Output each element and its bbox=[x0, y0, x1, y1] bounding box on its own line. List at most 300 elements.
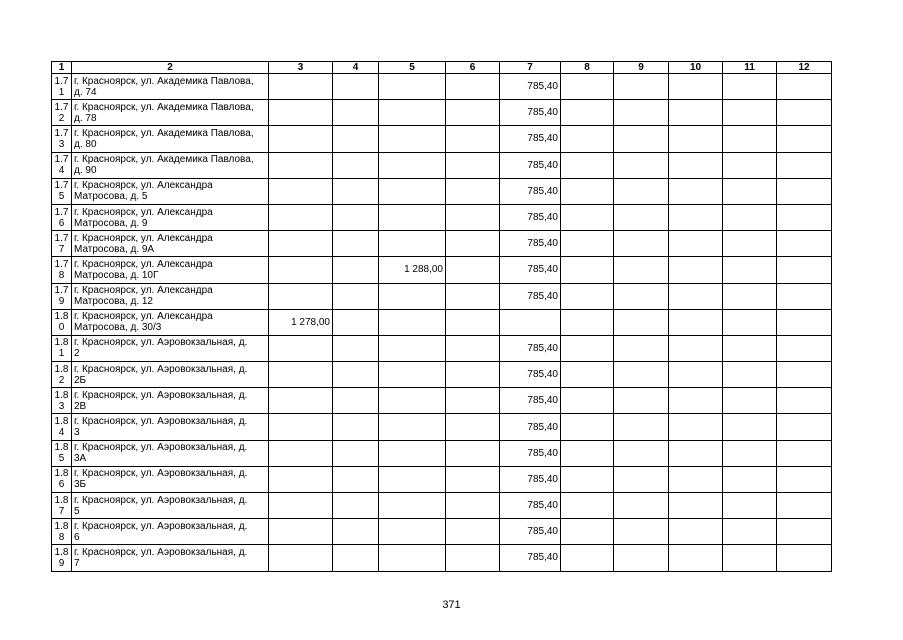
cell-col-10 bbox=[669, 519, 723, 545]
row-number-suffix: 6 bbox=[58, 479, 65, 491]
cell-col-10 bbox=[669, 231, 723, 257]
cell-col-8 bbox=[561, 152, 614, 178]
address-cell: г. Красноярск, ул. Аэровокзальная, д. 7 bbox=[72, 545, 269, 571]
cell-col-7: 785,40 bbox=[500, 440, 561, 466]
cell-col-10 bbox=[669, 74, 723, 100]
row-number-suffix: 2 bbox=[58, 374, 65, 386]
cell-col-6 bbox=[446, 519, 500, 545]
cell-col-4 bbox=[333, 100, 379, 126]
cell-col-9 bbox=[614, 152, 669, 178]
table-row bbox=[52, 493, 832, 519]
cell-col-5 bbox=[379, 440, 446, 466]
cell-col-8 bbox=[561, 440, 614, 466]
cell-col-5 bbox=[379, 74, 446, 100]
cell-col-9 bbox=[614, 362, 669, 388]
table-row bbox=[52, 231, 832, 257]
address-cell: г. Красноярск, ул. Академика Павлова, д. 78 bbox=[72, 100, 269, 126]
row-number-prefix: 1.8 bbox=[54, 520, 69, 532]
address-cell: г. Красноярск, ул. Аэровокзальная, д. 2 bbox=[72, 335, 269, 361]
cell-col-12 bbox=[777, 74, 832, 100]
cell-col-3 bbox=[269, 257, 333, 283]
cell-col-9 bbox=[614, 257, 669, 283]
table-row bbox=[52, 100, 832, 126]
cell-col-6 bbox=[446, 466, 500, 492]
cell-col-11 bbox=[723, 545, 777, 571]
cell-col-5 bbox=[379, 100, 446, 126]
column-header-7: 7 bbox=[500, 62, 561, 74]
cell-col-5 bbox=[379, 283, 446, 309]
cell-col-8 bbox=[561, 493, 614, 519]
cell-col-3 bbox=[269, 414, 333, 440]
address-cell: г. Красноярск, ул. Академика Павлова, д. 80 bbox=[72, 126, 269, 152]
table-body bbox=[52, 74, 832, 572]
cell-col-4 bbox=[333, 545, 379, 571]
cell-col-8 bbox=[561, 178, 614, 204]
cell-col-5 bbox=[379, 231, 446, 257]
address-cell: г. Красноярск, ул. Александра Матросова, д. 30/3 bbox=[72, 309, 269, 335]
cell-col-4 bbox=[333, 388, 379, 414]
cell-col-8 bbox=[561, 545, 614, 571]
cell-col-5 bbox=[379, 178, 446, 204]
row-number-prefix: 1.8 bbox=[54, 494, 69, 506]
row-number-suffix: 7 bbox=[58, 243, 65, 255]
row-number bbox=[52, 152, 72, 178]
cell-col-9 bbox=[614, 414, 669, 440]
row-number-suffix: 4 bbox=[58, 165, 65, 177]
cell-col-8 bbox=[561, 283, 614, 309]
cell-col-3 bbox=[269, 466, 333, 492]
cell-col-7: 785,40 bbox=[500, 493, 561, 519]
cell-col-3 bbox=[269, 519, 333, 545]
column-header-2: 2 bbox=[72, 62, 269, 74]
cell-col-4 bbox=[333, 466, 379, 492]
cell-col-3 bbox=[269, 178, 333, 204]
cell-col-7: 785,40 bbox=[500, 335, 561, 361]
row-number-prefix: 1.7 bbox=[54, 127, 69, 139]
cell-col-3 bbox=[269, 545, 333, 571]
cell-col-12 bbox=[777, 335, 832, 361]
cell-col-3 bbox=[269, 231, 333, 257]
address-cell: г. Красноярск, ул. Александра Матросова, д. 10Г bbox=[72, 257, 269, 283]
cell-col-9 bbox=[614, 231, 669, 257]
column-header-3: 3 bbox=[269, 62, 333, 74]
table-row bbox=[52, 283, 832, 309]
row-number-prefix: 1.7 bbox=[54, 180, 69, 192]
row-number bbox=[52, 519, 72, 545]
cell-col-12 bbox=[777, 283, 832, 309]
cell-col-12 bbox=[777, 519, 832, 545]
row-number-prefix: 1.7 bbox=[54, 258, 69, 270]
cell-col-6 bbox=[446, 257, 500, 283]
cell-col-10 bbox=[669, 257, 723, 283]
cell-col-7: 785,40 bbox=[500, 257, 561, 283]
cell-col-4 bbox=[333, 152, 379, 178]
cell-col-6 bbox=[446, 283, 500, 309]
cell-col-4 bbox=[333, 231, 379, 257]
cell-col-11 bbox=[723, 309, 777, 335]
cell-col-12 bbox=[777, 100, 832, 126]
cell-col-5 bbox=[379, 545, 446, 571]
address-cell: г. Красноярск, ул. Александра Матросова, д. 9А bbox=[72, 231, 269, 257]
cell-col-8 bbox=[561, 362, 614, 388]
cell-col-6 bbox=[446, 231, 500, 257]
cell-col-7: 785,40 bbox=[500, 126, 561, 152]
cell-col-5 bbox=[379, 519, 446, 545]
cell-col-12 bbox=[777, 388, 832, 414]
row-number-suffix: 5 bbox=[58, 453, 65, 465]
cell-col-9 bbox=[614, 204, 669, 230]
row-number-prefix: 1.8 bbox=[54, 311, 69, 323]
cell-col-3 bbox=[269, 204, 333, 230]
cell-col-7: 785,40 bbox=[500, 283, 561, 309]
cell-col-11 bbox=[723, 231, 777, 257]
row-number bbox=[52, 388, 72, 414]
table-row bbox=[52, 545, 832, 571]
row-number-suffix: 1 bbox=[58, 348, 65, 360]
table-row bbox=[52, 204, 832, 230]
row-number-prefix: 1.8 bbox=[54, 389, 69, 401]
cell-col-9 bbox=[614, 74, 669, 100]
column-header-5: 5 bbox=[379, 62, 446, 74]
cell-col-8 bbox=[561, 388, 614, 414]
cell-col-7: 785,40 bbox=[500, 519, 561, 545]
header-row bbox=[52, 62, 832, 74]
table-row bbox=[52, 309, 832, 335]
cell-col-5 bbox=[379, 493, 446, 519]
cell-col-6 bbox=[446, 414, 500, 440]
cell-col-4 bbox=[333, 204, 379, 230]
cell-col-4 bbox=[333, 257, 379, 283]
row-number bbox=[52, 204, 72, 230]
cell-col-3: 1 278,00 bbox=[269, 309, 333, 335]
cell-col-11 bbox=[723, 414, 777, 440]
cell-col-8 bbox=[561, 257, 614, 283]
cell-col-10 bbox=[669, 126, 723, 152]
cell-col-8 bbox=[561, 519, 614, 545]
cell-col-7: 785,40 bbox=[500, 74, 561, 100]
address-cell: г. Красноярск, ул. Александра Матросова, д. 9 bbox=[72, 204, 269, 230]
cell-col-12 bbox=[777, 257, 832, 283]
cell-col-5 bbox=[379, 362, 446, 388]
cell-col-6 bbox=[446, 309, 500, 335]
cell-col-10 bbox=[669, 100, 723, 126]
cell-col-9 bbox=[614, 178, 669, 204]
cell-col-7: 785,40 bbox=[500, 362, 561, 388]
row-number bbox=[52, 231, 72, 257]
row-number-suffix: 0 bbox=[58, 322, 65, 334]
cell-col-6 bbox=[446, 493, 500, 519]
address-cell: г. Красноярск, ул. Аэровокзальная, д. 3 bbox=[72, 414, 269, 440]
table-row bbox=[52, 466, 832, 492]
cell-col-10 bbox=[669, 414, 723, 440]
row-number-suffix: 1 bbox=[58, 86, 65, 98]
cell-col-8 bbox=[561, 309, 614, 335]
address-cell: г. Красноярск, ул. Аэровокзальная, д. 3А bbox=[72, 440, 269, 466]
row-number-prefix: 1.7 bbox=[54, 154, 69, 166]
row-number-prefix: 1.7 bbox=[54, 75, 69, 87]
cell-col-9 bbox=[614, 283, 669, 309]
row-number bbox=[52, 362, 72, 388]
cell-col-12 bbox=[777, 126, 832, 152]
cell-col-4 bbox=[333, 493, 379, 519]
cell-col-5 bbox=[379, 204, 446, 230]
cell-col-3 bbox=[269, 74, 333, 100]
row-number-prefix: 1.8 bbox=[54, 363, 69, 375]
cell-col-4 bbox=[333, 126, 379, 152]
cell-col-5 bbox=[379, 414, 446, 440]
row-number bbox=[52, 257, 72, 283]
row-number bbox=[52, 126, 72, 152]
row-number-suffix: 5 bbox=[58, 191, 65, 203]
cell-col-11 bbox=[723, 152, 777, 178]
table-row bbox=[52, 388, 832, 414]
cell-col-7: 785,40 bbox=[500, 388, 561, 414]
cell-col-11 bbox=[723, 388, 777, 414]
cell-col-7 bbox=[500, 309, 561, 335]
row-number-suffix: 9 bbox=[58, 557, 65, 569]
cell-col-6 bbox=[446, 126, 500, 152]
table-row bbox=[52, 126, 832, 152]
cell-col-9 bbox=[614, 309, 669, 335]
row-number bbox=[52, 335, 72, 361]
cell-col-8 bbox=[561, 335, 614, 361]
cell-col-8 bbox=[561, 414, 614, 440]
cell-col-12 bbox=[777, 152, 832, 178]
cell-col-9 bbox=[614, 388, 669, 414]
cell-col-7: 785,40 bbox=[500, 100, 561, 126]
row-number-suffix: 3 bbox=[58, 400, 65, 412]
address-cell: г. Красноярск, ул. Александра Матросова, д. 12 bbox=[72, 283, 269, 309]
cell-col-11 bbox=[723, 74, 777, 100]
row-number-prefix: 1.7 bbox=[54, 232, 69, 244]
cell-col-4 bbox=[333, 362, 379, 388]
address-cell: г. Красноярск, ул. Александра Матросова, д. 5 bbox=[72, 178, 269, 204]
cell-col-3 bbox=[269, 100, 333, 126]
column-header-8: 8 bbox=[561, 62, 614, 74]
cell-col-7: 785,40 bbox=[500, 152, 561, 178]
address-cell: г. Красноярск, ул. Аэровокзальная, д. 2В bbox=[72, 388, 269, 414]
cell-col-5 bbox=[379, 335, 446, 361]
cell-col-8 bbox=[561, 100, 614, 126]
cell-col-10 bbox=[669, 283, 723, 309]
cell-col-8 bbox=[561, 231, 614, 257]
cell-col-10 bbox=[669, 388, 723, 414]
row-number-suffix: 8 bbox=[58, 531, 65, 543]
cell-col-5: 1 288,00 bbox=[379, 257, 446, 283]
cell-col-9 bbox=[614, 440, 669, 466]
cell-col-12 bbox=[777, 440, 832, 466]
cell-col-6 bbox=[446, 74, 500, 100]
row-number-suffix: 4 bbox=[58, 427, 65, 439]
address-cell: г. Красноярск, ул. Академика Павлова, д. 90 bbox=[72, 152, 269, 178]
row-number bbox=[52, 74, 72, 100]
cell-col-6 bbox=[446, 545, 500, 571]
row-number-prefix: 1.7 bbox=[54, 206, 69, 218]
cell-col-4 bbox=[333, 519, 379, 545]
cell-col-12 bbox=[777, 204, 832, 230]
cell-col-10 bbox=[669, 466, 723, 492]
cell-col-7: 785,40 bbox=[500, 414, 561, 440]
cell-col-11 bbox=[723, 440, 777, 466]
cell-col-3 bbox=[269, 440, 333, 466]
cell-col-9 bbox=[614, 545, 669, 571]
row-number-suffix: 2 bbox=[58, 112, 65, 124]
table-row bbox=[52, 519, 832, 545]
cell-col-12 bbox=[777, 309, 832, 335]
cell-col-8 bbox=[561, 466, 614, 492]
cell-col-9 bbox=[614, 335, 669, 361]
row-number bbox=[52, 466, 72, 492]
cell-col-7: 785,40 bbox=[500, 545, 561, 571]
address-cell: г. Красноярск, ул. Академика Павлова, д. 74 bbox=[72, 74, 269, 100]
cell-col-10 bbox=[669, 152, 723, 178]
cell-col-10 bbox=[669, 309, 723, 335]
address-cell: г. Красноярск, ул. Аэровокзальная, д. 2Б bbox=[72, 362, 269, 388]
table-row bbox=[52, 440, 832, 466]
cell-col-7: 785,40 bbox=[500, 466, 561, 492]
column-header-9: 9 bbox=[614, 62, 669, 74]
cell-col-3 bbox=[269, 152, 333, 178]
column-header-1: 1 bbox=[52, 62, 72, 74]
cell-col-12 bbox=[777, 362, 832, 388]
cell-col-4 bbox=[333, 74, 379, 100]
cell-col-4 bbox=[333, 283, 379, 309]
row-number-suffix: 7 bbox=[58, 505, 65, 517]
cell-col-10 bbox=[669, 440, 723, 466]
cell-col-9 bbox=[614, 126, 669, 152]
cell-col-12 bbox=[777, 231, 832, 257]
cell-col-7: 785,40 bbox=[500, 204, 561, 230]
cell-col-5 bbox=[379, 126, 446, 152]
table-row bbox=[52, 74, 832, 100]
row-number bbox=[52, 545, 72, 571]
table-row bbox=[52, 414, 832, 440]
cell-col-8 bbox=[561, 74, 614, 100]
cell-col-4 bbox=[333, 178, 379, 204]
cell-col-6 bbox=[446, 388, 500, 414]
cell-col-11 bbox=[723, 100, 777, 126]
cell-col-4 bbox=[333, 414, 379, 440]
table-row bbox=[52, 335, 832, 361]
row-number bbox=[52, 283, 72, 309]
column-header-6: 6 bbox=[446, 62, 500, 74]
cell-col-6 bbox=[446, 362, 500, 388]
address-cell: г. Красноярск, ул. Аэровокзальная, д. 6 bbox=[72, 519, 269, 545]
cell-col-10 bbox=[669, 545, 723, 571]
cell-col-4 bbox=[333, 440, 379, 466]
cell-col-6 bbox=[446, 204, 500, 230]
row-number-suffix: 3 bbox=[58, 138, 65, 150]
row-number-prefix: 1.8 bbox=[54, 442, 69, 454]
column-header-10: 10 bbox=[669, 62, 723, 74]
row-number-prefix: 1.7 bbox=[54, 101, 69, 113]
column-header-11: 11 bbox=[723, 62, 777, 74]
cell-col-11 bbox=[723, 466, 777, 492]
cell-col-9 bbox=[614, 466, 669, 492]
cell-col-6 bbox=[446, 152, 500, 178]
cell-col-11 bbox=[723, 257, 777, 283]
table-row bbox=[52, 152, 832, 178]
cell-col-7: 785,40 bbox=[500, 178, 561, 204]
row-number bbox=[52, 100, 72, 126]
cell-col-10 bbox=[669, 493, 723, 519]
page-number: 371 bbox=[442, 599, 461, 611]
row-number-prefix: 1.8 bbox=[54, 546, 69, 558]
address-cell: г. Красноярск, ул. Аэровокзальная, д. 5 bbox=[72, 493, 269, 519]
cell-col-5 bbox=[379, 309, 446, 335]
table-row bbox=[52, 362, 832, 388]
cell-col-6 bbox=[446, 178, 500, 204]
cell-col-4 bbox=[333, 309, 379, 335]
cell-col-9 bbox=[614, 519, 669, 545]
row-number-prefix: 1.8 bbox=[54, 416, 69, 428]
cell-col-3 bbox=[269, 283, 333, 309]
cell-col-9 bbox=[614, 100, 669, 126]
cell-col-3 bbox=[269, 335, 333, 361]
cell-col-3 bbox=[269, 126, 333, 152]
cell-col-3 bbox=[269, 388, 333, 414]
document-table bbox=[51, 61, 832, 572]
row-number-prefix: 1.7 bbox=[54, 285, 69, 297]
cell-col-5 bbox=[379, 152, 446, 178]
cell-col-6 bbox=[446, 440, 500, 466]
row-number bbox=[52, 440, 72, 466]
cell-col-10 bbox=[669, 178, 723, 204]
cell-col-8 bbox=[561, 204, 614, 230]
cell-col-10 bbox=[669, 335, 723, 361]
row-number bbox=[52, 493, 72, 519]
cell-col-10 bbox=[669, 362, 723, 388]
cell-col-8 bbox=[561, 126, 614, 152]
cell-col-11 bbox=[723, 204, 777, 230]
row-number-suffix: 6 bbox=[58, 217, 65, 229]
column-header-4: 4 bbox=[333, 62, 379, 74]
cell-col-11 bbox=[723, 519, 777, 545]
row-number bbox=[52, 309, 72, 335]
cell-col-11 bbox=[723, 335, 777, 361]
cell-col-4 bbox=[333, 335, 379, 361]
cell-col-9 bbox=[614, 493, 669, 519]
row-number bbox=[52, 414, 72, 440]
address-cell: г. Красноярск, ул. Аэровокзальная, д. 3Б bbox=[72, 466, 269, 492]
cell-col-5 bbox=[379, 388, 446, 414]
row-number-prefix: 1.8 bbox=[54, 468, 69, 480]
row-number-prefix: 1.8 bbox=[54, 337, 69, 349]
row-number bbox=[52, 178, 72, 204]
cell-col-3 bbox=[269, 493, 333, 519]
table-row bbox=[52, 257, 832, 283]
cell-col-11 bbox=[723, 178, 777, 204]
cell-col-6 bbox=[446, 100, 500, 126]
cell-col-3 bbox=[269, 362, 333, 388]
cell-col-11 bbox=[723, 126, 777, 152]
cell-col-12 bbox=[777, 493, 832, 519]
row-number-suffix: 8 bbox=[58, 269, 65, 281]
column-header-12: 12 bbox=[777, 62, 832, 74]
row-number-suffix: 9 bbox=[58, 296, 65, 308]
cell-col-12 bbox=[777, 414, 832, 440]
cell-col-7: 785,40 bbox=[500, 231, 561, 257]
cell-col-10 bbox=[669, 204, 723, 230]
cell-col-12 bbox=[777, 178, 832, 204]
cell-col-12 bbox=[777, 466, 832, 492]
cell-col-11 bbox=[723, 283, 777, 309]
cell-col-6 bbox=[446, 335, 500, 361]
cell-col-12 bbox=[777, 545, 832, 571]
cell-col-11 bbox=[723, 493, 777, 519]
cell-col-5 bbox=[379, 466, 446, 492]
cell-col-11 bbox=[723, 362, 777, 388]
